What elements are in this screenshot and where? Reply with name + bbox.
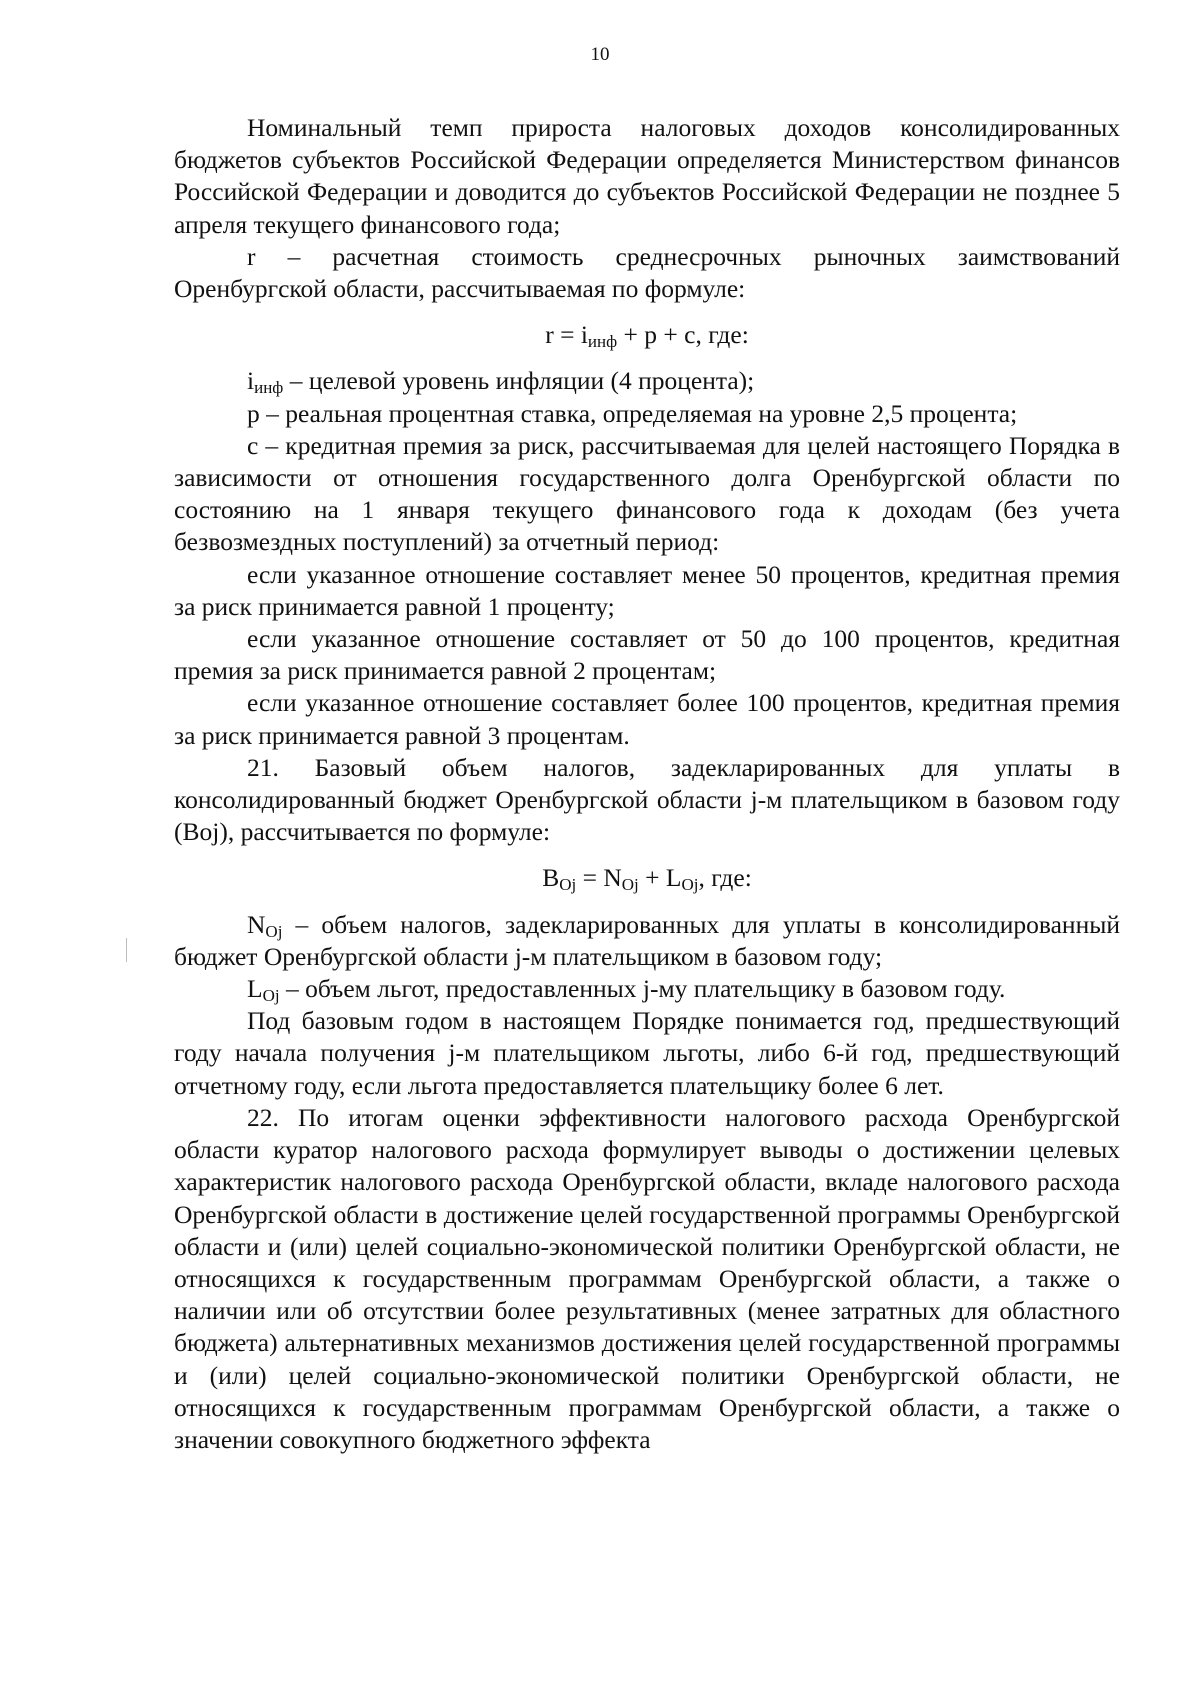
paragraph-noj-definition <box>174 909 1120 973</box>
paragraph-r-definition: r – расчетная стоимость среднесрочных рыночных заимствований Оренбургской области, рассчитываемая по формуле: <box>174 241 1120 304</box>
formula-b-tail: , где: <box>698 863 752 893</box>
scan-edge-mark <box>126 938 127 962</box>
paragraph-iinf-definition <box>174 365 1120 397</box>
paragraph-clause-22: 22. По итогам оценки эффективности налогового расхода Оренбургской области куратор налогового расхода формулирует выводы о достижении целевых характеристик налогового расхода Оренбургской области, вкладе налогового расхода Оренбургской области в достижение целей государственной программы Оренбургской области и (или) целей социально-экономической политики Оренбургской области, не относящихся к государственным программам Оренбургской области, а также о наличии или об отсутствии более результативных (менее затратных для областного бюджета) альтернативных механизмов достижения целей государственной программы и (или) целей социально-экономической политики Оренбургской области, не относящихся к государственным программам Оренбургской области, а также о значении совокупного бюджетного эффекта <box>174 1102 1120 1454</box>
paragraph-noj-text: – объем налогов, задекларированных для уплаты в консолидированный бюджет Оренбургской области j-м плательщиком в базовом году; <box>174 909 1120 971</box>
document-body <box>174 112 1120 1456</box>
term-noj-base: N <box>247 909 266 939</box>
formula-r-rhs: + p + c, где: <box>617 320 749 350</box>
formula-b-eq: = N <box>576 863 622 893</box>
term-loj-sub: Oj <box>262 986 280 1006</box>
paragraph-ratio-50-to-100: если указанное отношение составляет от 50 до 100 процентов, кредитная премия за риск принимается равной 2 процентам; <box>174 624 1120 686</box>
term-noj-sub: Oj <box>265 921 283 941</box>
term-iinf-base: i <box>247 366 255 396</box>
formula-r <box>174 305 1120 365</box>
formula-r-lhs: r = i <box>545 320 588 350</box>
formula-b-l-sub: Oj <box>681 875 699 895</box>
paragraph-clause-21: 21. Базовый объем налогов, задекларированных для уплаты в консолидированный бюджет Оренбургской области j-м плательщиком в базовом году (Boj), рассчитывается по формуле: <box>174 752 1120 847</box>
formula-b-n-sub: Oj <box>621 875 639 895</box>
page-number: 10 <box>590 44 610 65</box>
paragraph-ratio-above-100: если указанное отношение составляет более 100 процентов, кредитная премия за риск принимается равной 3 процентам. <box>174 688 1120 750</box>
paragraph-base-year: Под базовым годом в настоящем Порядке понимается год, предшествующий году начала получения j-м плательщиком льготы, либо 6-й год, предшествующий отчетному году, если льгота предоставляется плательщику более 6 лет. <box>174 1006 1120 1100</box>
formula-b-b-sub: Oj <box>559 875 577 895</box>
formula-b-b: B <box>542 863 560 893</box>
paragraph-iinf-text: – целевой уровень инфляции (4 процента); <box>283 366 755 396</box>
formula-b <box>174 848 1120 908</box>
paragraph-loj-text: – объем льгот, предоставленных j-му плательщику в базовом году. <box>279 974 1006 1004</box>
formula-b-plus: + L <box>638 863 682 893</box>
paragraph-nominal-growth-rate: Номинальный темп прироста налоговых доходов консолидированных бюджетов субъектов Российской Федерации определяется Министерством финансов Российской Федерации и доводится до субъектов Российской Федерации не позднее 5 апреля текущего финансового года; <box>174 113 1120 239</box>
term-iinf-sub: инф <box>254 378 284 398</box>
paragraph-p-definition: p – реальная процентная ставка, определяемая на уровне 2,5 процента; <box>247 398 1018 428</box>
formula-r-sub-inf: инф <box>587 332 618 352</box>
paragraph-c-definition: c – кредитная премия за риск, рассчитываемая для целей настоящего Порядка в зависимости от отношения государственного долга Оренбургской области по состоянию на 1 января текущего финансового года к доходам (без учета безвозмездных поступлений) за отчетный период: <box>174 430 1120 557</box>
term-loj-base: L <box>247 974 263 1004</box>
paragraph-ratio-below-50: если указанное отношение составляет менее 50 процентов, кредитная премия за риск принимается равной 1 проценту; <box>174 559 1120 621</box>
paragraph-loj-definition <box>174 973 1120 1005</box>
